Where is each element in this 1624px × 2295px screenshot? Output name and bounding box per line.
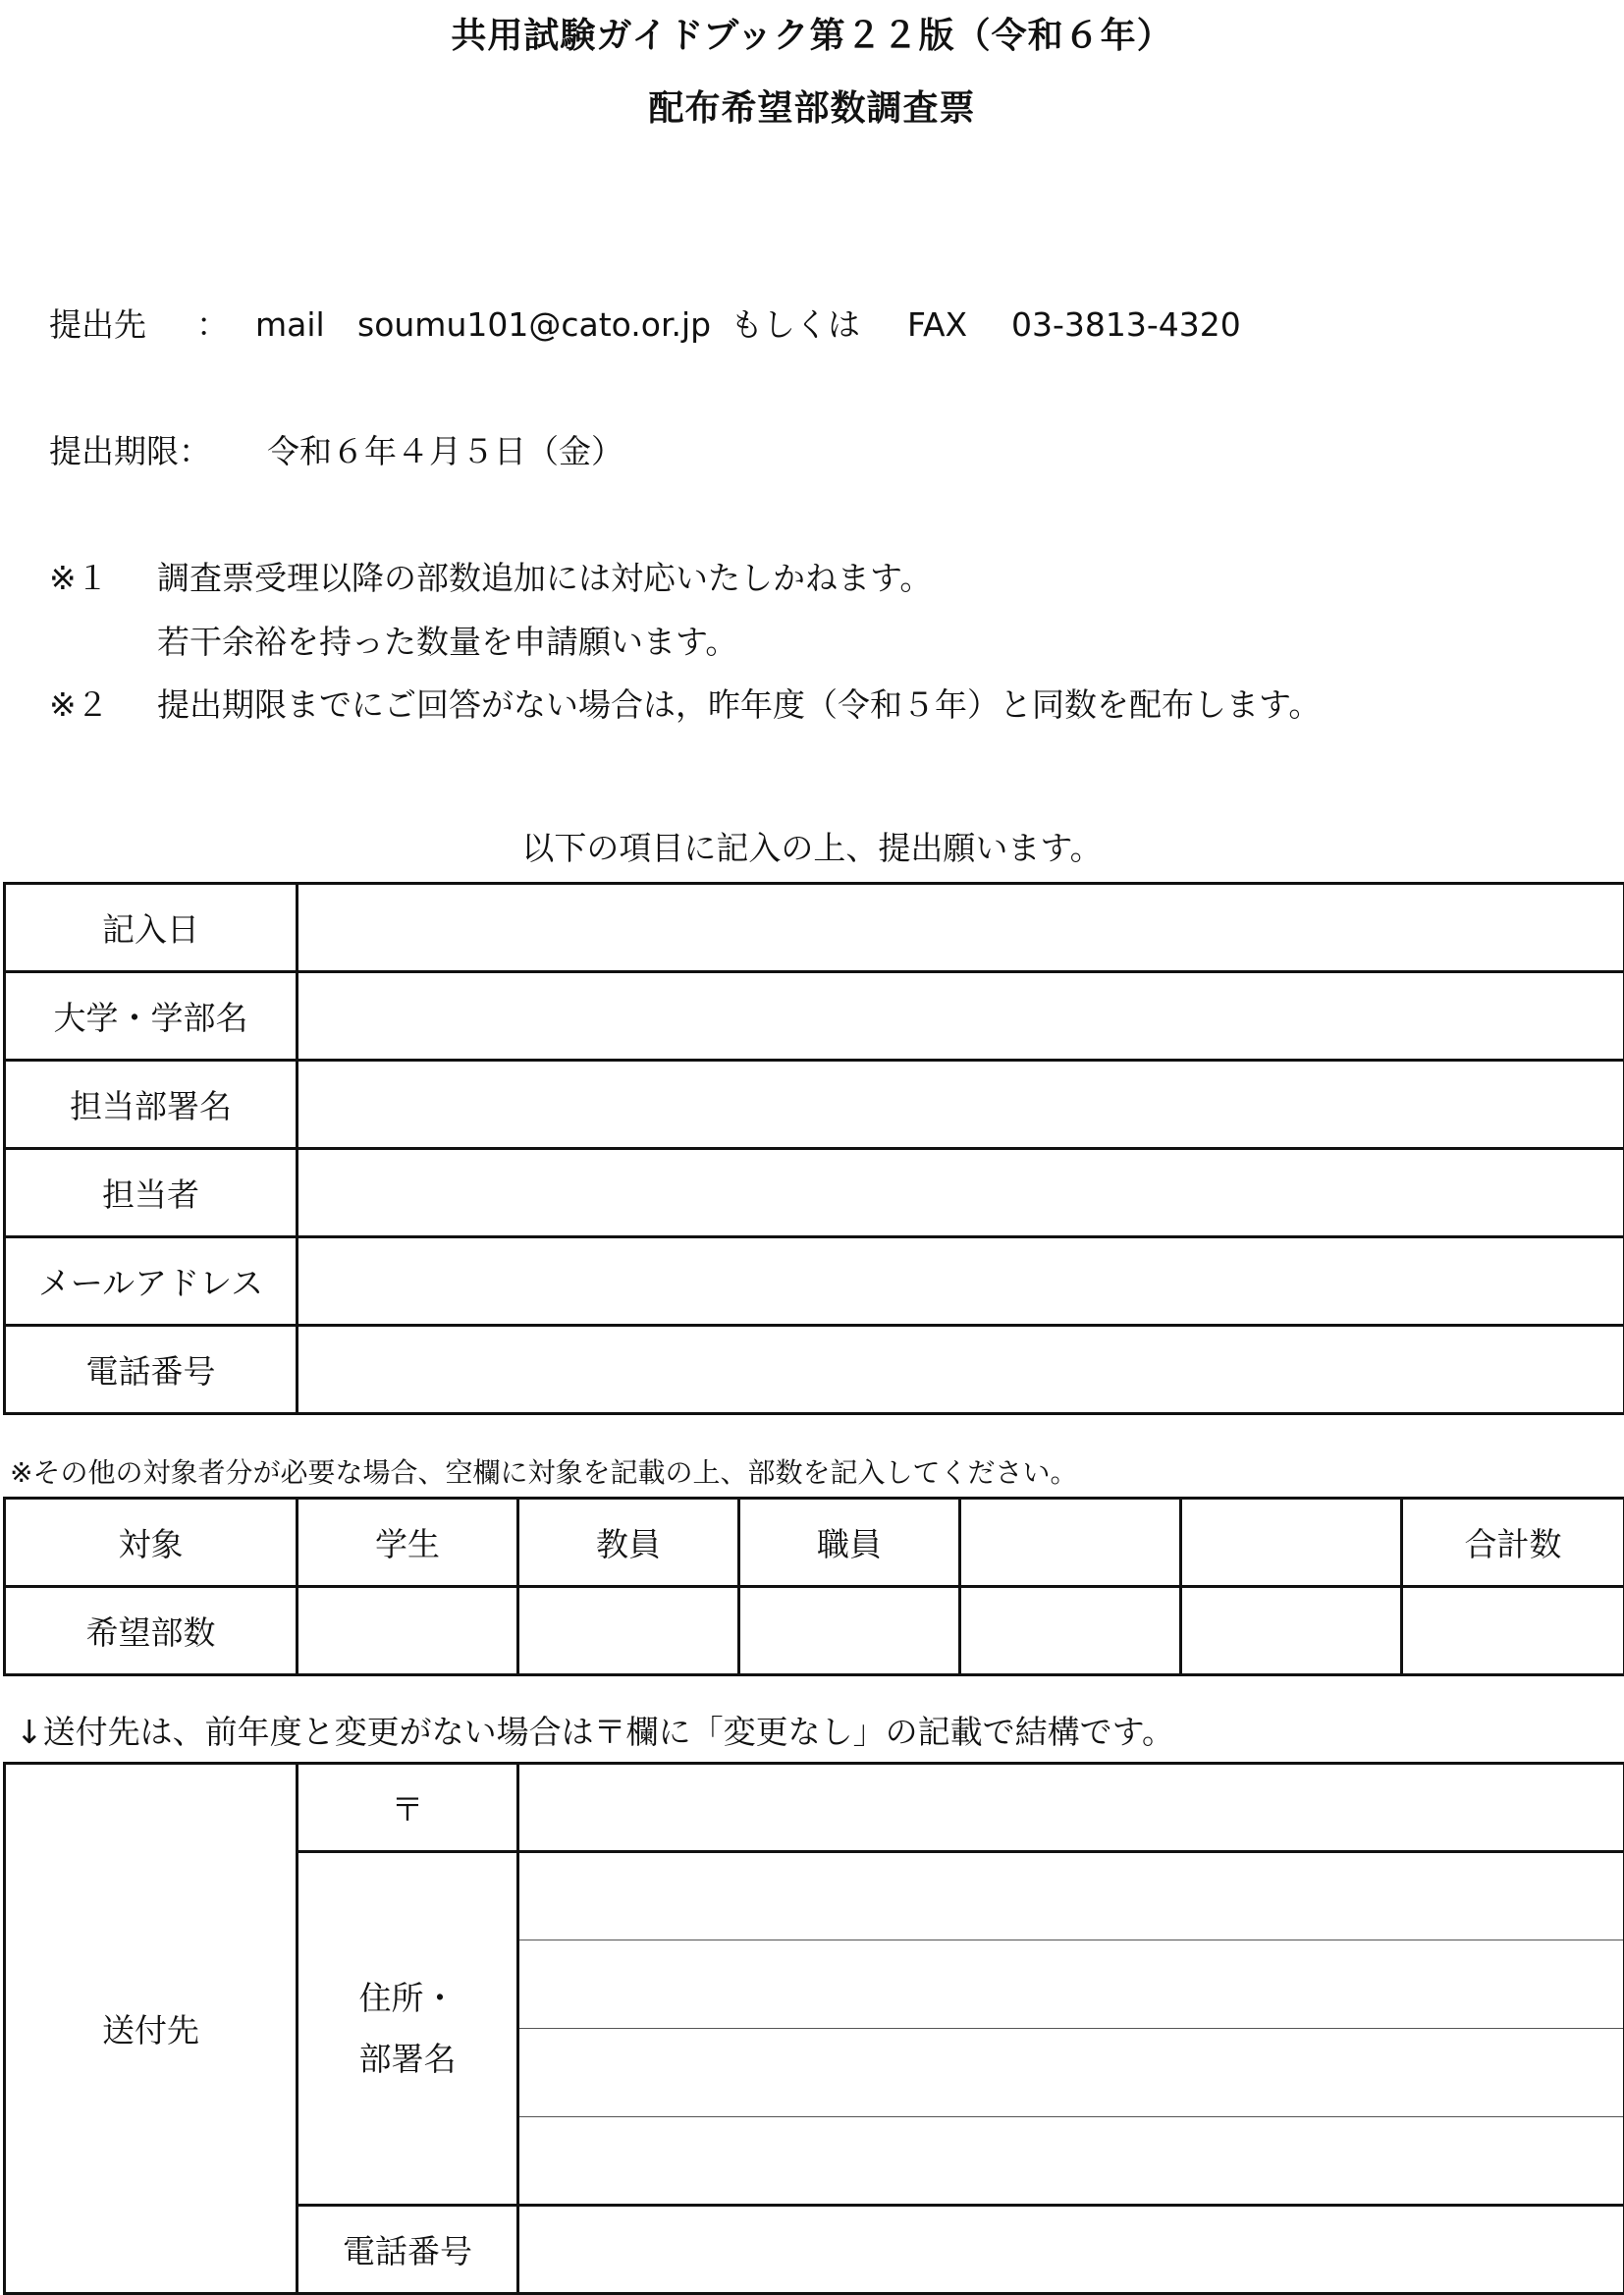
address-table	[3, 1762, 1624, 2295]
table-row	[5, 1149, 1624, 1237]
count-header-faculty: 教員	[518, 1499, 739, 1587]
address-label-line1: 住所・	[298, 1968, 516, 2029]
address-line-3-field[interactable]	[518, 2029, 1624, 2117]
info-label-department: 担当部署名	[5, 1061, 298, 1149]
count-header-staff: 職員	[739, 1499, 960, 1587]
university-field[interactable]	[298, 972, 1624, 1061]
postal-label: 〒	[298, 1764, 518, 1852]
table-row	[5, 1764, 1624, 1852]
table-row	[5, 972, 1624, 1061]
email-field[interactable]	[298, 1237, 1624, 1326]
note-2	[49, 680, 1321, 726]
info-label-university: 大学・学部名	[5, 972, 298, 1061]
count-other-2-field[interactable]	[1181, 1587, 1402, 1675]
or-text: もしくは	[731, 300, 907, 346]
table-row	[5, 1499, 1624, 1587]
address-line-4-field[interactable]	[518, 2117, 1624, 2206]
entry-date-field[interactable]	[298, 884, 1624, 972]
department-field[interactable]	[298, 1061, 1624, 1149]
person-field[interactable]	[298, 1149, 1624, 1237]
address-label	[298, 1852, 518, 2206]
note-text: 調査票受理以降の部数追加には対応いたしかねます。	[157, 559, 932, 597]
mail-address[interactable]: soumu101@cato.or.jp	[357, 305, 731, 344]
count-staff-field[interactable]	[739, 1587, 960, 1675]
count-faculty-field[interactable]	[518, 1587, 739, 1675]
note-text: 若干余裕を持った数量を申請願います。	[157, 623, 737, 661]
count-total-field[interactable]	[1402, 1587, 1624, 1675]
address-note: ↓送付先は、前年度と変更がない場合は〒欄に「変更なし」の記載で結構です。	[16, 1707, 1174, 1753]
table-row	[5, 1326, 1624, 1414]
submission-to-line	[49, 300, 1241, 346]
note-1-cont	[49, 617, 737, 663]
count-row-label: 希望部数	[5, 1587, 298, 1675]
count-header-students: 学生	[298, 1499, 518, 1587]
table-row	[5, 1587, 1624, 1675]
deadline-label: 提出期限：	[49, 426, 267, 472]
count-header-other-2[interactable]	[1181, 1499, 1402, 1587]
address-phone-field[interactable]	[518, 2206, 1624, 2294]
info-label-email: メールアドレス	[5, 1237, 298, 1326]
mail-label: mail	[255, 305, 357, 344]
note-mark: ※１	[49, 553, 157, 599]
address-line-2-field[interactable]	[518, 1940, 1624, 2029]
fax-label: FAX	[907, 305, 1011, 344]
info-label-person: 担当者	[5, 1149, 298, 1237]
count-header-other-1[interactable]	[960, 1499, 1181, 1587]
count-note: ※その他の対象者分が必要な場合、空欄に対象を記載の上、部数を記入してください。	[10, 1451, 1077, 1491]
count-students-field[interactable]	[298, 1587, 518, 1675]
page-subtitle: 配布希望部数調査票	[0, 81, 1624, 131]
address-line-1-field[interactable]	[518, 1852, 1624, 1940]
info-label-phone: 電話番号	[5, 1326, 298, 1414]
count-header-target: 対象	[5, 1499, 298, 1587]
instruction-text: 以下の項目に記入の上、提出願います。	[0, 823, 1624, 869]
submission-to-label: 提出先	[49, 300, 196, 346]
info-table	[3, 882, 1624, 1415]
address-main-label: 送付先	[5, 1764, 298, 2294]
address-label-line2: 部署名	[298, 2029, 516, 2090]
phone-field[interactable]	[298, 1326, 1624, 1414]
note-1	[49, 553, 932, 599]
note-mark: ※２	[49, 680, 157, 726]
deadline-line	[49, 426, 623, 472]
table-row	[5, 1061, 1624, 1149]
submission-colon: ：	[196, 300, 255, 346]
table-row	[5, 1237, 1624, 1326]
count-header-total: 合計数	[1402, 1499, 1624, 1587]
table-row	[5, 884, 1624, 972]
deadline-value: 令和６年４月５日（金）	[267, 426, 623, 472]
fax-number: 03-3813-4320	[1011, 305, 1241, 344]
count-table	[3, 1497, 1624, 1676]
note-text: 提出期限までにご回答がない場合は，昨年度（令和５年）と同数を配布します。	[157, 685, 1321, 724]
address-phone-label: 電話番号	[298, 2206, 518, 2294]
count-other-1-field[interactable]	[960, 1587, 1181, 1675]
page-title: 共用試験ガイドブック第２２版（令和６年）	[0, 8, 1624, 58]
postal-field[interactable]	[518, 1764, 1624, 1852]
info-label-entry-date: 記入日	[5, 884, 298, 972]
